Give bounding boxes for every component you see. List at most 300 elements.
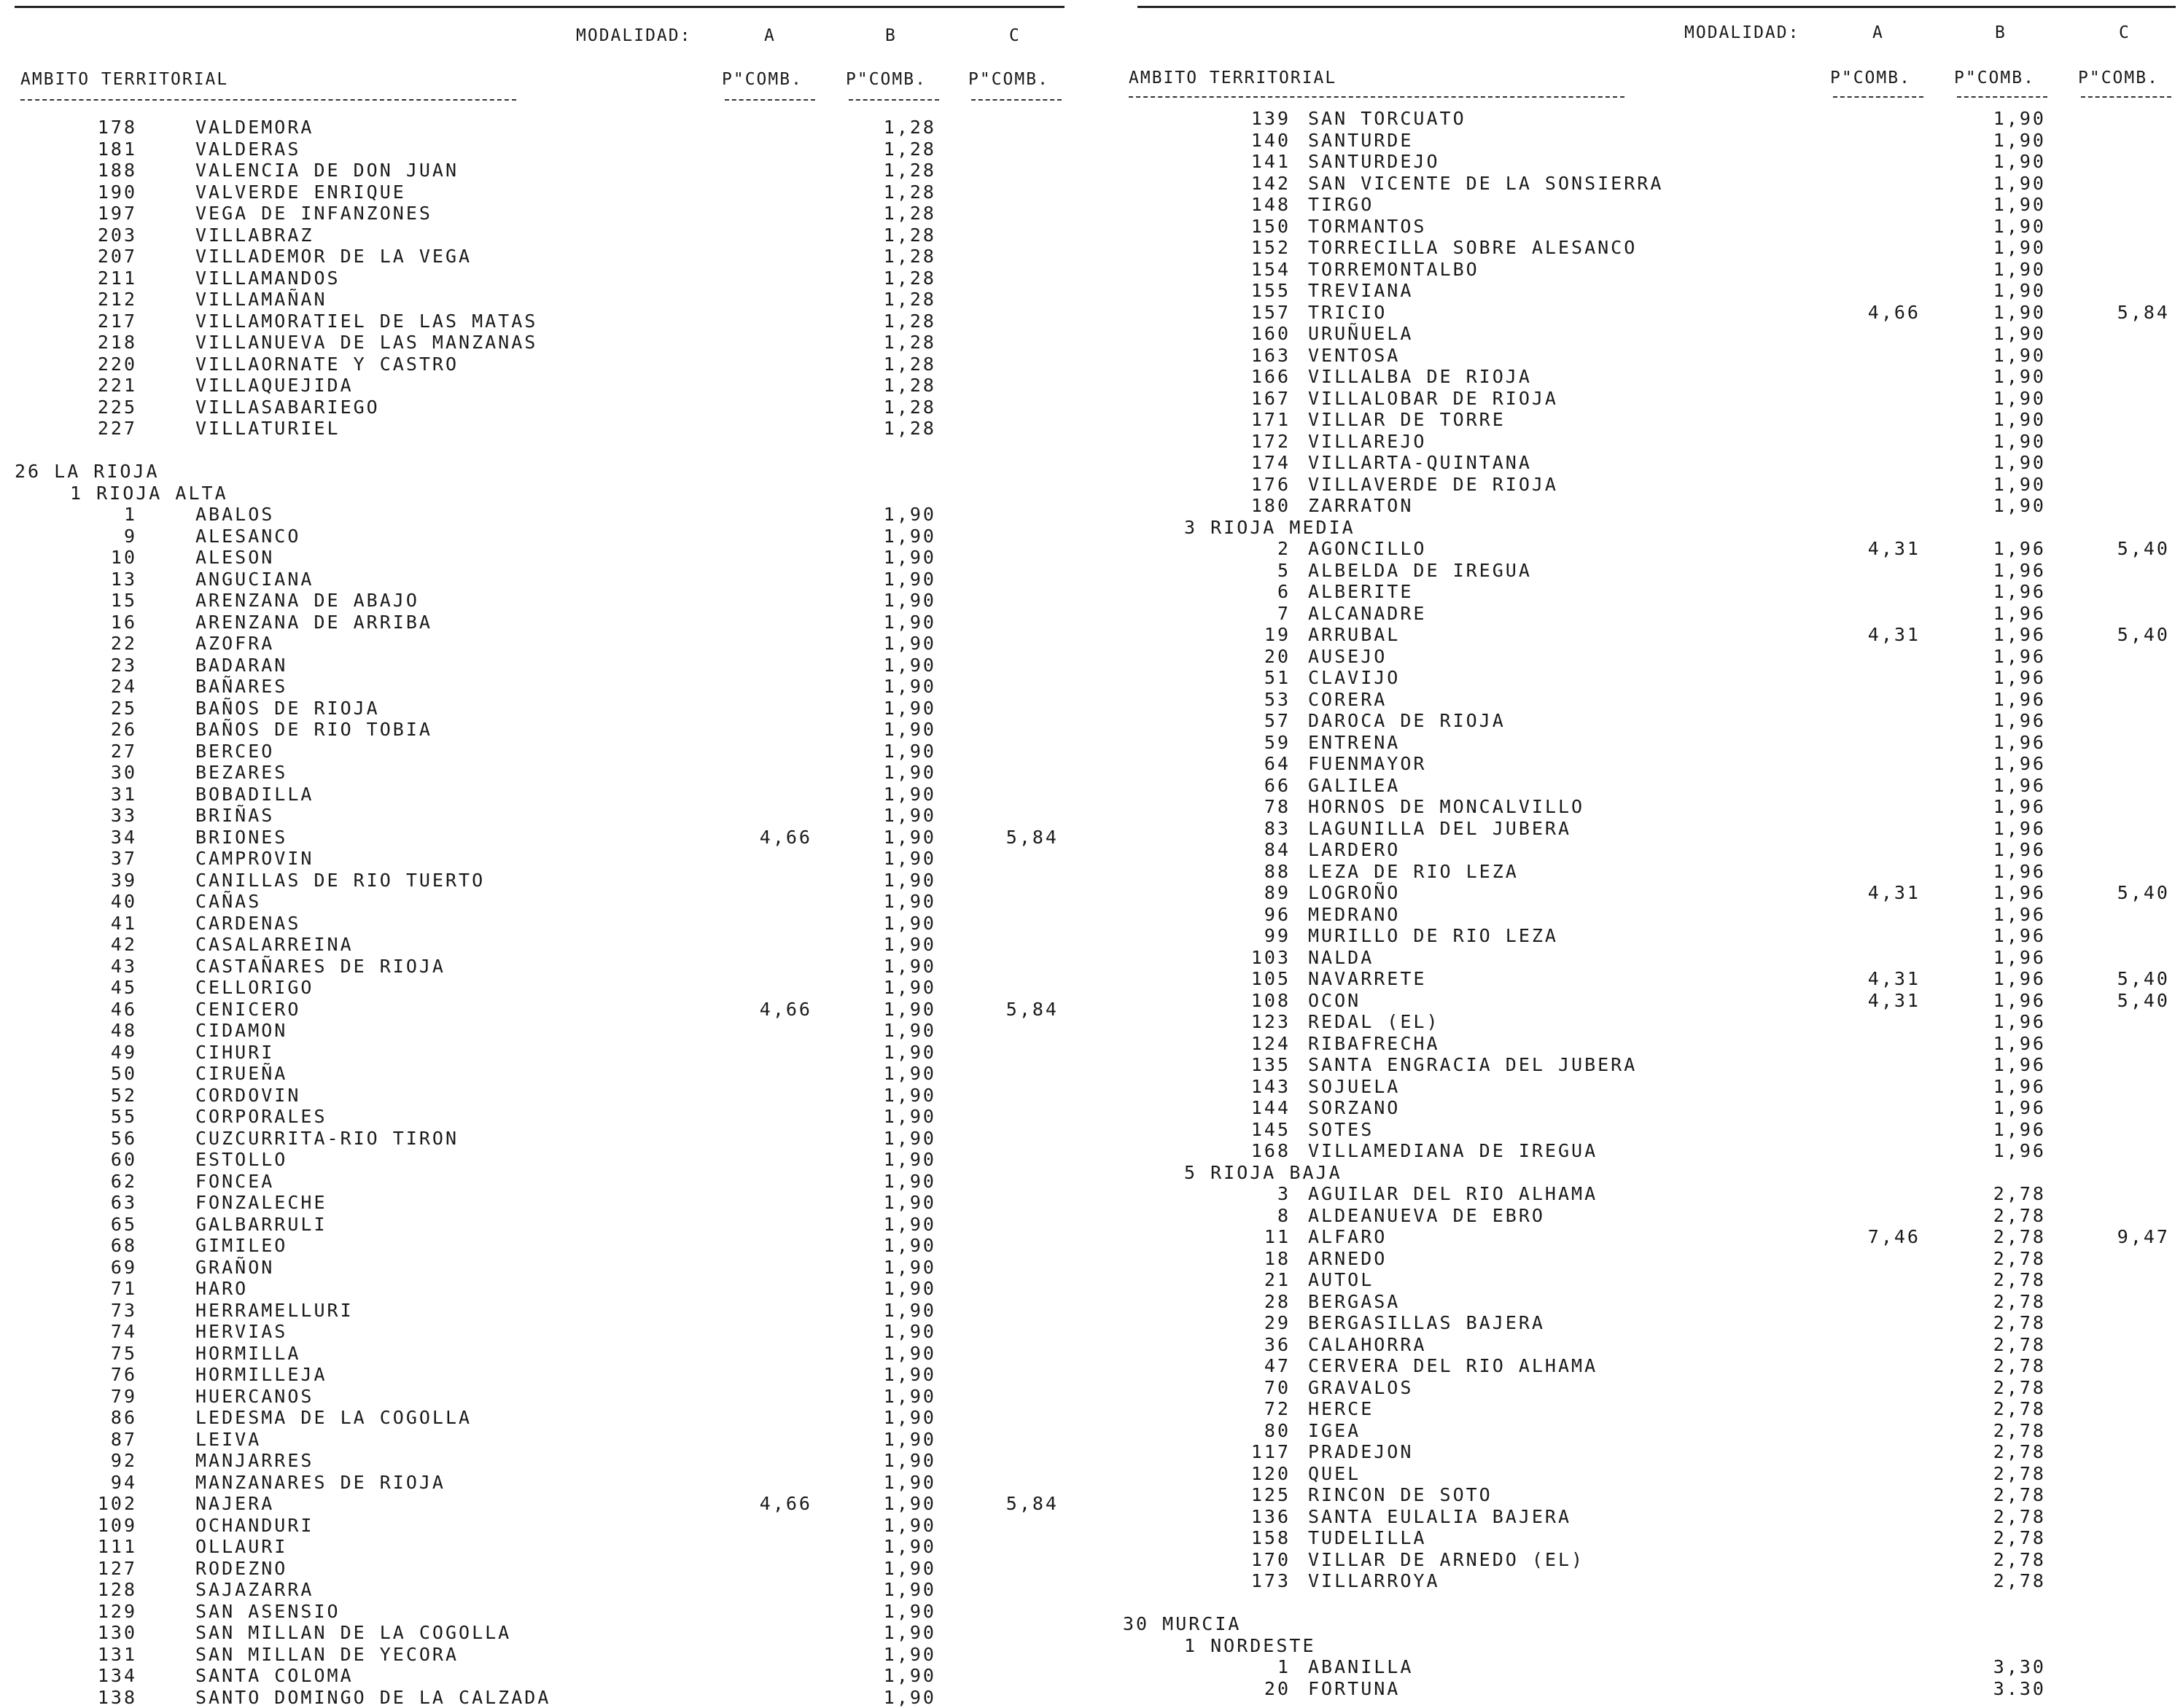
value-b: 1,28: [856, 203, 936, 225]
entry-row: [0, 870, 1072, 892]
entry-row: [1123, 1076, 2183, 1098]
value-a: 4,31: [1840, 882, 1921, 904]
entry-row: [0, 1063, 1072, 1085]
entry-name: IGEA: [1308, 1420, 1361, 1442]
entry-code: 197: [73, 203, 137, 225]
entry-row: [0, 1321, 1072, 1343]
value-b: 1,90: [856, 698, 936, 720]
entry-name: VENTOSA: [1308, 345, 1400, 367]
entry-name: VILLALBA DE RIOJA: [1308, 366, 1532, 388]
entry-row: [0, 375, 1072, 397]
entry-row: [0, 1214, 1072, 1236]
entry-row: [1123, 323, 2183, 345]
entry-row: [0, 934, 1072, 956]
value-b: 2,78: [1966, 1441, 2046, 1463]
top-rule: [1137, 6, 2176, 8]
entry-name: SAN MILLAN DE LA COGOLLA: [195, 1622, 511, 1644]
entry-name: VILLASABARIEGO: [195, 397, 380, 418]
entry-code: 26: [73, 719, 137, 741]
entry-name: BAÑOS DE RIOJA: [195, 698, 380, 720]
entry-code: 57: [1167, 710, 1291, 732]
value-b: 1,96: [1966, 925, 2046, 947]
value-a: 4,66: [732, 827, 812, 849]
entry-code: 157: [1167, 302, 1291, 324]
entry-code: 1: [1167, 1656, 1291, 1678]
entry-name: HORMILLEJA: [195, 1364, 327, 1386]
modalidad-a: A: [1872, 23, 1884, 42]
value-b: 2,78: [1966, 1291, 2046, 1313]
entry-name: GRAVALOS: [1308, 1377, 1413, 1399]
entry-row: [1123, 1463, 2183, 1485]
entry-row: [0, 504, 1072, 526]
entry-name: SAN MILLAN DE YECORA: [195, 1644, 459, 1666]
entry-code: 131: [73, 1644, 137, 1666]
entry-code: 70: [1167, 1377, 1291, 1399]
entry-row: [1123, 452, 2183, 474]
modalidad-c: C: [2119, 23, 2131, 42]
entry-row: [1123, 818, 2183, 840]
entry-row: [0, 569, 1072, 590]
entry-row: [1123, 173, 2183, 195]
value-b: 1,28: [856, 289, 936, 311]
pcomb-a-header: P"COMB.: [722, 70, 803, 89]
entry-code: 124: [1167, 1033, 1291, 1055]
value-b: 1,90: [856, 1622, 936, 1644]
entry-code: 28: [1167, 1291, 1291, 1313]
entry-name: LARDERO: [1308, 839, 1400, 861]
entry-code: 218: [73, 332, 137, 354]
value-b: 1,90: [856, 1171, 936, 1193]
value-c: 5,40: [2090, 990, 2170, 1012]
entry-name: MEDRANO: [1308, 904, 1400, 926]
ambito-underline: [1129, 96, 1624, 98]
entry-row: [0, 698, 1072, 720]
comarca-label: 3 RIOJA MEDIA: [1184, 517, 1355, 539]
left-rows: [0, 117, 1072, 1708]
entry-code: 7: [1167, 603, 1291, 625]
value-b: 1,90: [856, 1601, 936, 1623]
entry-row: [1123, 968, 2183, 990]
modalidad-a: A: [764, 26, 776, 45]
entry-name: NALDA: [1308, 947, 1374, 969]
value-b: 1,90: [856, 1085, 936, 1107]
value-c: 5,40: [2090, 538, 2170, 560]
entry-row: [0, 676, 1072, 698]
entry-code: 102: [73, 1493, 137, 1515]
entry-name: CIDAMON: [195, 1020, 287, 1042]
entry-row: [1123, 1205, 2183, 1227]
entry-row: [1123, 732, 2183, 754]
group-row: [0, 461, 1072, 483]
value-c: 9,47: [2090, 1226, 2170, 1248]
entry-code: 178: [73, 117, 137, 139]
value-b: 1,96: [1966, 581, 2046, 603]
entry-code: 111: [73, 1536, 137, 1558]
value-b: 2,78: [1966, 1527, 2046, 1549]
entry-row: [0, 1644, 1072, 1666]
entry-row: [0, 1450, 1072, 1472]
entry-name: HERRAMELLURI: [195, 1300, 354, 1322]
entry-row: [0, 827, 1072, 849]
value-b: 2,78: [1966, 1183, 2046, 1205]
entry-name: ALBELDA DE IREGUA: [1308, 560, 1532, 582]
value-b: 1,28: [856, 418, 936, 440]
entry-row: [0, 848, 1072, 870]
entry-code: 138: [73, 1687, 137, 1708]
value-b: 1,90: [856, 805, 936, 827]
entry-row: [1123, 345, 2183, 367]
entry-row: [0, 246, 1072, 268]
entry-code: 11: [1167, 1226, 1291, 1248]
entry-code: 2: [1167, 538, 1291, 560]
entry-row: [1123, 990, 2183, 1012]
entry-row: [1123, 861, 2183, 883]
entry-code: 51: [1167, 667, 1291, 689]
entry-code: 65: [73, 1214, 137, 1236]
entry-row: [1123, 1420, 2183, 1442]
entry-row: [0, 1407, 1072, 1429]
entry-row: [0, 590, 1072, 612]
entry-name: OCHANDURI: [195, 1515, 314, 1537]
entry-code: 43: [73, 956, 137, 978]
value-b: 1,90: [856, 891, 936, 913]
entry-code: 120: [1167, 1463, 1291, 1485]
entry-code: 45: [73, 977, 137, 999]
entry-code: 181: [73, 139, 137, 160]
value-b: 2,78: [1966, 1312, 2046, 1334]
entry-code: 46: [73, 999, 137, 1021]
entry-row: [0, 117, 1072, 139]
value-b: 1,90: [856, 633, 936, 655]
entry-code: 76: [73, 1364, 137, 1386]
value-b: 1,96: [1966, 839, 2046, 861]
entry-name: TREVIANA: [1308, 280, 1413, 302]
entry-row: [1123, 796, 2183, 818]
entry-row: [1123, 1527, 2183, 1549]
entry-row: [0, 1192, 1072, 1214]
pcomb-c-header: P"COMB.: [968, 70, 1049, 89]
entry-code: 74: [73, 1321, 137, 1343]
value-b: 1,90: [856, 1407, 936, 1429]
entry-row: [0, 1579, 1072, 1601]
entry-name: AUSEJO: [1308, 646, 1387, 668]
entry-code: 79: [73, 1386, 137, 1408]
entry-name: VILLAORNATE Y CASTRO: [195, 354, 459, 375]
value-b: 1,90: [856, 1128, 936, 1150]
value-b: 1,90: [856, 1536, 936, 1558]
entry-row: [0, 289, 1072, 311]
entry-code: 94: [73, 1472, 137, 1494]
value-b: 1,96: [1966, 861, 2046, 883]
entry-code: 47: [1167, 1355, 1291, 1377]
ambito-underline: [20, 99, 516, 101]
entry-code: 52: [73, 1085, 137, 1107]
entry-code: 203: [73, 225, 137, 246]
entry-code: 108: [1167, 990, 1291, 1012]
entry-code: 86: [73, 1407, 137, 1429]
entry-code: 127: [73, 1558, 137, 1580]
entry-row: [0, 1128, 1072, 1150]
entry-row: [0, 418, 1072, 440]
entry-name: LOGROÑO: [1308, 882, 1400, 904]
entry-row: [1123, 388, 2183, 410]
value-b: 1,90: [856, 1192, 936, 1214]
entry-row: [0, 1386, 1072, 1408]
value-b: 1,96: [1966, 818, 2046, 840]
entry-row: [0, 784, 1072, 806]
entry-row: [1123, 1291, 2183, 1313]
entry-row: [1123, 1226, 2183, 1248]
value-b: 1,96: [1966, 560, 2046, 582]
entry-name: VEGA DE INFANZONES: [195, 203, 432, 225]
value-b: 2,78: [1966, 1398, 2046, 1420]
value-b: 1,90: [856, 1687, 936, 1708]
value-a: 7,46: [1840, 1226, 1921, 1248]
value-b: 1,96: [1966, 689, 2046, 711]
entry-code: 130: [73, 1622, 137, 1644]
entry-row: [0, 1687, 1072, 1708]
entry-row: [0, 1493, 1072, 1515]
entry-code: 16: [73, 612, 137, 633]
value-c: 5,40: [2090, 968, 2170, 990]
entry-row: [0, 1536, 1072, 1558]
entry-name: CORPORALES: [195, 1106, 327, 1128]
value-b: 1,28: [856, 225, 936, 246]
entry-name: VILLAMAÑAN: [195, 289, 327, 311]
entry-name: LEZA DE RIO LEZA: [1308, 861, 1519, 883]
entry-row: [1123, 1140, 2183, 1162]
entry-row: [0, 719, 1072, 741]
entry-row: [1123, 839, 2183, 861]
group-row: [1123, 517, 2183, 539]
value-b: 1,90: [856, 1450, 936, 1472]
entry-code: 50: [73, 1063, 137, 1085]
value-b: 1,96: [1966, 1076, 2046, 1098]
entry-row: [1123, 216, 2183, 238]
entry-name: CELLORIGO: [195, 977, 314, 999]
entry-name: VALDEMORA: [195, 117, 314, 139]
value-b: 1,96: [1966, 1119, 2046, 1141]
entry-name: SAJAZARRA: [195, 1579, 314, 1601]
entry-code: 220: [73, 354, 137, 375]
entry-row: [0, 805, 1072, 827]
entry-code: 68: [73, 1235, 137, 1257]
entry-code: 160: [1167, 323, 1291, 345]
entry-name: AUTOL: [1308, 1269, 1374, 1291]
group-row: [0, 483, 1072, 504]
value-b: 1,90: [1966, 323, 2046, 345]
value-b: 1,90: [856, 1063, 936, 1085]
entry-name: VALENCIA DE DON JUAN: [195, 160, 459, 182]
entry-code: 20: [1167, 1678, 1291, 1700]
entry-row: [0, 182, 1072, 203]
value-b: 1,90: [856, 655, 936, 676]
entry-code: 221: [73, 375, 137, 397]
value-b: 1,90: [856, 827, 936, 849]
entry-code: 31: [73, 784, 137, 806]
entry-code: 41: [73, 913, 137, 935]
value-b: 1,90: [856, 762, 936, 784]
entry-row: [1123, 130, 2183, 152]
entry-row: [1123, 581, 2183, 603]
entry-name: CAÑAS: [195, 891, 261, 913]
value-b: 1,90: [856, 741, 936, 763]
entry-row: [0, 1364, 1072, 1386]
entry-name: VILLAMANDOS: [195, 268, 341, 289]
value-b: 1,90: [856, 870, 936, 892]
entry-code: 134: [73, 1665, 137, 1687]
entry-row: [1123, 1484, 2183, 1506]
entry-name: FUENMAYOR: [1308, 753, 1426, 775]
value-b: 1,90: [1966, 173, 2046, 195]
left-column: [0, 0, 1072, 1701]
value-b: 1,96: [1966, 775, 2046, 797]
entry-name: VILLAR DE ARNEDO (EL): [1308, 1549, 1584, 1571]
value-b: 1,96: [1966, 710, 2046, 732]
modalidad-label: MODALIDAD:: [576, 26, 691, 45]
value-b: 2,78: [1966, 1248, 2046, 1270]
entry-row: [1123, 624, 2183, 646]
entry-row: [0, 612, 1072, 633]
entry-code: 105: [1167, 968, 1291, 990]
entry-row: [0, 1515, 1072, 1537]
entry-name: BADARAN: [195, 655, 287, 676]
entry-code: 5: [1167, 560, 1291, 582]
entry-code: 150: [1167, 216, 1291, 238]
entry-name: CORDOVIN: [195, 1085, 300, 1107]
entry-name: VILLATURIEL: [195, 418, 341, 440]
entry-code: 136: [1167, 1506, 1291, 1528]
modalidad-c: C: [1009, 26, 1021, 45]
right-column: [1123, 0, 2183, 1701]
entry-code: 180: [1167, 495, 1291, 517]
entry-code: 63: [73, 1192, 137, 1214]
value-b: 1,28: [856, 160, 936, 182]
value-b: 2,78: [1966, 1377, 2046, 1399]
entry-code: 53: [1167, 689, 1291, 711]
entry-code: 148: [1167, 194, 1291, 216]
entry-code: 167: [1167, 388, 1291, 410]
value-b: 1,90: [1966, 431, 2046, 453]
entry-row: [1123, 474, 2183, 496]
entry-name: MURILLO DE RIO LEZA: [1308, 925, 1558, 947]
entry-code: 84: [1167, 839, 1291, 861]
entry-name: ARRUBAL: [1308, 624, 1400, 646]
entry-code: 152: [1167, 237, 1291, 259]
value-b: 1,90: [856, 1278, 936, 1300]
entry-code: 25: [73, 698, 137, 720]
entry-row: [0, 139, 1072, 160]
entry-row: [1123, 194, 2183, 216]
entry-name: ABANILLA: [1308, 1656, 1413, 1678]
value-b: 1,90: [856, 719, 936, 741]
pcomb-b-header: P"COMB.: [1954, 69, 2035, 87]
entry-code: 20: [1167, 646, 1291, 668]
entry-row: [0, 1257, 1072, 1279]
value-b: 1,96: [1966, 882, 2046, 904]
entry-code: 42: [73, 934, 137, 956]
entry-name: ALESANCO: [195, 526, 300, 547]
entry-row: [0, 1171, 1072, 1193]
value-b: 1,90: [856, 1665, 936, 1687]
entry-row: [0, 311, 1072, 332]
value-b: 1,90: [856, 1558, 936, 1580]
entry-row: [0, 1278, 1072, 1300]
entry-name: SAN ASENSIO: [195, 1601, 341, 1623]
entry-name: TRICIO: [1308, 302, 1387, 324]
entry-row: [0, 1472, 1072, 1494]
value-b: 1,90: [856, 504, 936, 526]
entry-code: 1: [73, 504, 137, 526]
entry-row: [1123, 1334, 2183, 1356]
entry-name: CENICERO: [195, 999, 300, 1021]
entry-row: [0, 956, 1072, 978]
entry-row: [1123, 753, 2183, 775]
entry-row: [0, 225, 1072, 246]
entry-row: [1123, 1377, 2183, 1399]
entry-code: 48: [73, 1020, 137, 1042]
value-b: 1,90: [1966, 302, 2046, 324]
entry-code: 89: [1167, 882, 1291, 904]
entry-code: 154: [1167, 259, 1291, 281]
entry-row: [1123, 925, 2183, 947]
spacer-row: [0, 440, 1072, 461]
group-row: [1123, 1613, 2183, 1635]
entry-code: 168: [1167, 1140, 1291, 1162]
entry-name: ENTRENA: [1308, 732, 1400, 754]
entry-code: 211: [73, 268, 137, 289]
entry-row: [1123, 560, 2183, 582]
value-a: 4,31: [1840, 624, 1921, 646]
entry-row: [1123, 904, 2183, 926]
entry-name: VILLABRAZ: [195, 225, 314, 246]
value-b: 1,96: [1966, 1054, 2046, 1076]
entry-code: 36: [1167, 1334, 1291, 1356]
entry-row: [1123, 1248, 2183, 1270]
entry-name: ARENZANA DE ABAJO: [195, 590, 419, 612]
entry-name: GALILEA: [1308, 775, 1400, 797]
entry-name: ARENZANA DE ARRIBA: [195, 612, 432, 633]
value-b: 1,90: [1966, 259, 2046, 281]
value-b: 1,90: [856, 1300, 936, 1322]
entry-code: 6: [1167, 581, 1291, 603]
value-c: 5,40: [2090, 624, 2170, 646]
entry-code: 59: [1167, 732, 1291, 754]
entry-name: ALESON: [195, 547, 274, 569]
value-b: 1,90: [1966, 474, 2046, 496]
entry-row: [1123, 495, 2183, 517]
entry-name: ABALOS: [195, 504, 274, 526]
entry-name: ALFARO: [1308, 1226, 1387, 1248]
entry-row: [0, 1429, 1072, 1451]
entry-name: HERCE: [1308, 1398, 1374, 1420]
value-c: 5,40: [2090, 882, 2170, 904]
entry-row: [1123, 108, 2183, 130]
value-b: 1,28: [856, 375, 936, 397]
entry-code: 15: [73, 590, 137, 612]
entry-row: [1123, 947, 2183, 969]
ambito-label: AMBITO TERRITORIAL: [1129, 69, 1336, 87]
value-b: 2,78: [1966, 1205, 2046, 1227]
entry-name: SANTURDEJO: [1308, 151, 1440, 173]
entry-row: [0, 1042, 1072, 1064]
value-b: 1,90: [1966, 495, 2046, 517]
entry-row: [0, 762, 1072, 784]
entry-row: [1123, 431, 2183, 453]
value-b: 1,90: [1966, 108, 2046, 130]
entry-code: 40: [73, 891, 137, 913]
entry-name: RODEZNO: [195, 1558, 287, 1580]
